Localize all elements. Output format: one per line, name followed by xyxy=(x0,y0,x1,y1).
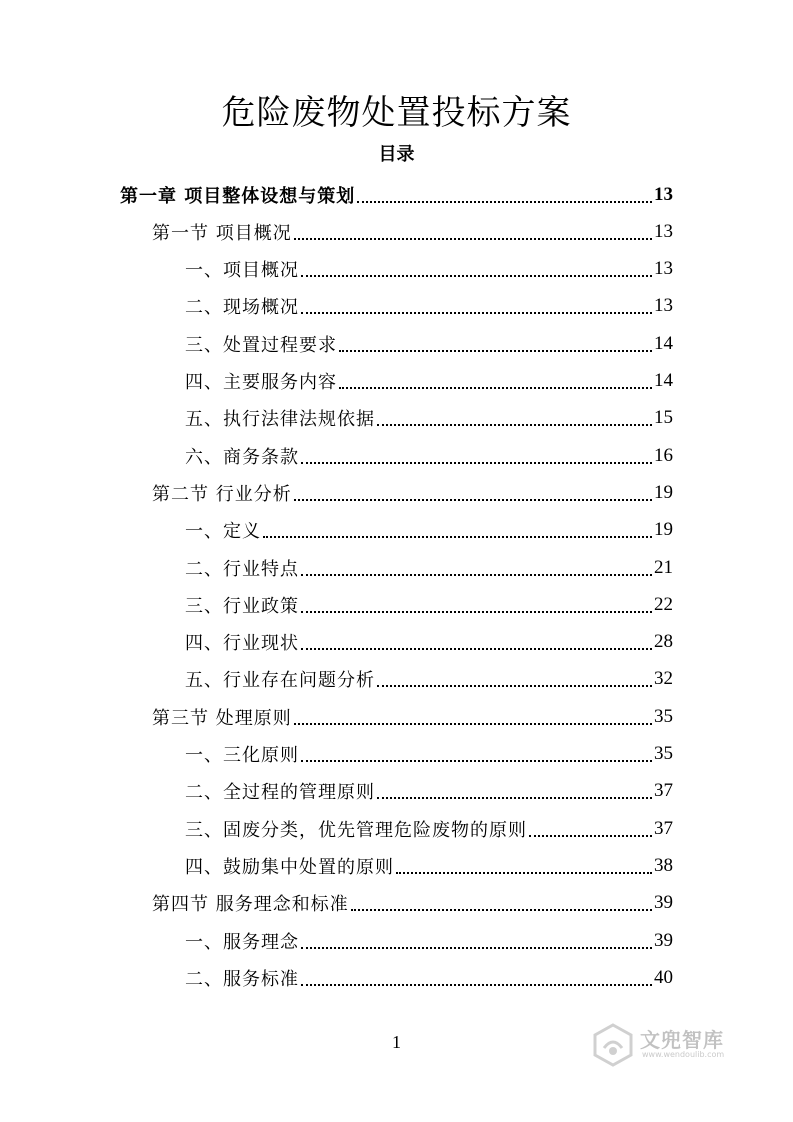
toc-entry-page: 35 xyxy=(654,705,673,727)
toc-entry-page: 39 xyxy=(654,929,673,951)
toc-entry[interactable] xyxy=(185,586,673,623)
watermark xyxy=(590,1018,760,1078)
toc-entry-label: 四、鼓励集中处置的原则 xyxy=(185,856,394,878)
toc-leader-dots xyxy=(301,556,652,576)
toc-entry-page: 14 xyxy=(654,332,673,354)
toc-entry-page: 15 xyxy=(654,407,673,429)
toc-leader-dots xyxy=(263,518,652,538)
toc-leader-dots xyxy=(301,294,652,314)
toc-entry-label: 第二节 行业分析 xyxy=(152,483,292,505)
toc-entry-page: 22 xyxy=(654,593,673,615)
toc-entry[interactable] xyxy=(185,736,673,773)
toc-entry-label: 一、项目概况 xyxy=(185,260,299,282)
toc-entry[interactable] xyxy=(185,624,673,661)
document-title: 危险废物处置投标方案 xyxy=(221,93,572,133)
toc-entry[interactable] xyxy=(185,400,673,437)
toc-leader-dots xyxy=(301,742,652,762)
toc-entry[interactable] xyxy=(185,959,673,996)
toc-entry-label: 三、处置过程要求 xyxy=(185,334,337,356)
toc-entry-page: 14 xyxy=(654,370,673,391)
toc-entry-page: 39 xyxy=(654,892,673,914)
toc-entry-page: 13 xyxy=(654,220,673,242)
toc-entry[interactable] xyxy=(120,176,673,213)
toc-entry[interactable] xyxy=(152,213,673,250)
toc-entry-page: 19 xyxy=(654,481,673,503)
toc-leader-dots xyxy=(357,183,652,203)
toc-leader-dots xyxy=(377,667,652,687)
toc-leader-dots xyxy=(351,891,652,911)
toc-entry[interactable] xyxy=(185,661,673,698)
toc-entry-label: 二、现场概况 xyxy=(185,297,299,319)
toc-entry-page: 38 xyxy=(654,854,673,876)
toc-entry[interactable] xyxy=(185,549,673,586)
toc-entry[interactable] xyxy=(185,251,673,288)
toc-entry[interactable] xyxy=(185,922,673,959)
toc-entry[interactable] xyxy=(185,810,673,847)
toc-entry-label: 五、行业存在问题分析 xyxy=(185,670,375,692)
toc-entry-label: 第三节 处理原则 xyxy=(152,707,292,729)
toc-entry[interactable] xyxy=(152,885,673,922)
toc-leader-dots xyxy=(301,630,652,650)
toc-entry-label: 一、定义 xyxy=(185,521,261,543)
toc-entry-label: 三、行业政策 xyxy=(185,595,299,617)
toc-entry[interactable] xyxy=(185,288,673,325)
toc-entry[interactable] xyxy=(152,698,673,735)
toc-entry[interactable] xyxy=(185,325,673,362)
toc-leader-dots xyxy=(301,444,652,464)
watermark-brand: 文兜智库 xyxy=(640,1028,724,1052)
toc-entry-label: 第一节 项目概况 xyxy=(152,222,292,244)
toc-leader-dots xyxy=(301,929,652,949)
toc-entry-label: 二、全过程的管理原则 xyxy=(185,782,375,804)
toc-entry-label: 一、三化原则 xyxy=(185,745,299,766)
toc-entry[interactable] xyxy=(185,773,673,810)
toc-entry[interactable] xyxy=(185,363,673,400)
toc-entry-page: 19 xyxy=(654,519,673,541)
wendou-logo-icon xyxy=(590,1022,636,1068)
toc-leader-dots xyxy=(294,705,652,725)
toc-leader-dots xyxy=(294,220,652,240)
toc-entry-label: 二、服务标准 xyxy=(185,968,299,990)
toc-entry[interactable] xyxy=(152,474,673,511)
toc-entry-page: 32 xyxy=(654,668,673,690)
toc-leader-dots xyxy=(339,332,652,352)
toc-entry-page: 35 xyxy=(654,743,673,764)
toc-entry-label: 四、主要服务内容 xyxy=(185,372,337,393)
watermark-url: www.wendoulib.com xyxy=(642,1050,725,1059)
toc-leader-dots xyxy=(301,966,652,986)
toc-entry-page: 13 xyxy=(654,258,673,280)
toc-entry-label: 四、行业现状 xyxy=(185,633,299,655)
toc-entry-page: 13 xyxy=(654,295,673,317)
toc-leader-dots xyxy=(301,593,652,613)
toc-entry-page: 40 xyxy=(654,966,673,988)
toc-entry-page: 37 xyxy=(654,780,673,802)
toc-entry[interactable] xyxy=(185,437,673,474)
toc-leader-dots xyxy=(377,779,652,799)
toc-entry-page: 21 xyxy=(654,556,673,578)
toc-leader-dots xyxy=(396,854,652,874)
toc-leader-dots xyxy=(377,406,652,426)
toc-entry-page: 16 xyxy=(654,444,673,466)
toc-entry-label: 第一章 项目整体设想与策划 xyxy=(120,185,356,207)
toc-entry-page: 28 xyxy=(654,631,673,653)
toc-entry[interactable] xyxy=(185,512,673,549)
toc-entry-label: 六、商务条款 xyxy=(185,446,299,468)
toc-heading: 目录 xyxy=(378,144,415,165)
page-number: 1 xyxy=(392,1032,401,1052)
toc-leader-dots xyxy=(339,369,652,389)
toc-leader-dots xyxy=(294,481,652,501)
toc-leader-dots xyxy=(529,817,652,837)
toc-entry-label: 五、执行法律法规依据 xyxy=(185,409,375,431)
toc-entry-label: 二、行业特点 xyxy=(185,558,299,580)
toc-entry-label: 第四节 服务理念和标准 xyxy=(152,894,349,916)
toc-leader-dots xyxy=(301,257,652,277)
toc-entry-label: 一、服务理念 xyxy=(185,931,299,953)
toc-entry[interactable] xyxy=(185,847,673,884)
toc-entry-page: 37 xyxy=(654,817,673,839)
toc-entry-page: 13 xyxy=(654,183,673,205)
toc-entry-label: 三、固废分类，优先管理危险废物的原则 xyxy=(185,819,527,841)
